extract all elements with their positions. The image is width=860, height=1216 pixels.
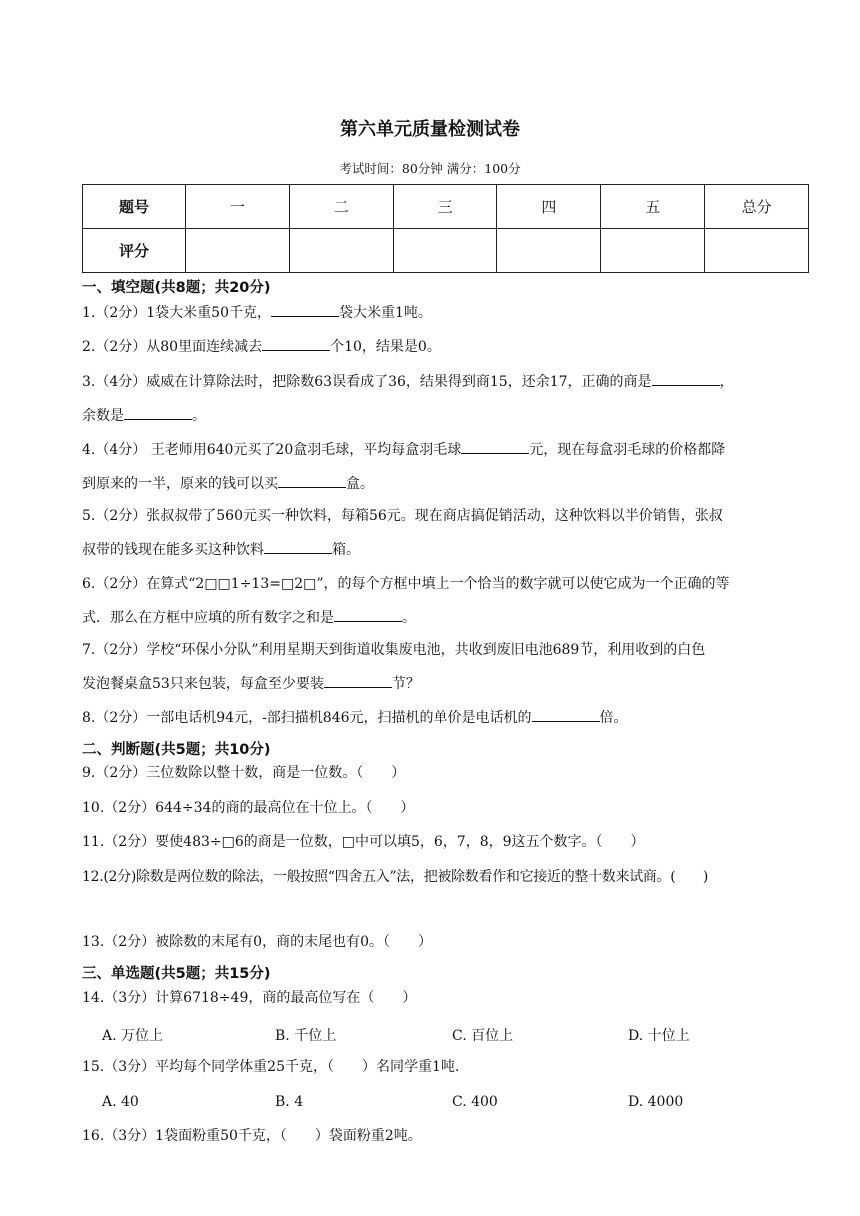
score-table — [82, 184, 809, 273]
question-text: 。 — [402, 610, 416, 626]
option-c[interactable]: C. 百位上 — [452, 1028, 514, 1044]
score-cell[interactable] — [393, 229, 497, 273]
section-heading-single-choice: 三、单选题(共5题；共15分) — [82, 966, 271, 982]
header-cell: 五 — [601, 185, 705, 229]
score-cell[interactable] — [289, 229, 393, 273]
header-cell: 题号 — [83, 185, 186, 229]
score-table-header-row — [83, 185, 809, 229]
header-cell: 二 — [289, 185, 393, 229]
answer-blank[interactable] — [334, 607, 402, 622]
question-6 — [82, 567, 817, 635]
question-11: 11.（2分）要使483÷□6的商是一位数，□中可以填5，6，7，8，9这五个数字。（ ） — [82, 834, 645, 850]
question-text: 6.（2分）在算式“2□□1÷13=□2□”，的每个方框中填上一个恰当的数字就可以使它成为一个正确的等 — [82, 576, 730, 592]
question-7 — [82, 633, 817, 701]
question-text: 2.（2分）从80里面连续减去 — [82, 339, 263, 355]
option-d[interactable]: D. 4000 — [628, 1094, 684, 1110]
question-3 — [82, 365, 817, 433]
question-text: 个10，结果是0。 — [330, 339, 441, 355]
option-d[interactable]: D. 十位上 — [628, 1028, 690, 1044]
answer-blank[interactable] — [532, 707, 600, 722]
score-table-score-row — [83, 229, 809, 273]
question-9: 9.（2分）三位数除以整十数，商是一位数。（ ） — [82, 765, 406, 781]
question-text: 7.（2分）学校“环保小分队”利用星期天到街道收集废电池，共收到废旧电池689节，利用收到的白色 — [82, 642, 706, 658]
answer-blank[interactable] — [271, 302, 339, 317]
question-14: 14.（3分）计算6718÷49，商的最高位写在（ ） — [82, 990, 417, 1006]
question-text: 4.（4分） 王老师用640元买了20盒羽毛球，平均每盒羽毛球 — [82, 442, 462, 458]
question-8 — [82, 701, 817, 735]
question-5 — [82, 499, 817, 567]
score-cell[interactable] — [705, 229, 809, 273]
question-text: 元，现在每盒羽毛球的价格都降 — [529, 442, 726, 458]
option-b[interactable]: B. 千位上 — [275, 1028, 337, 1044]
section-heading-true-false: 二、判断题(共5题；共10分) — [82, 742, 271, 758]
question-text: 盒。 — [346, 476, 374, 492]
question-4 — [82, 433, 817, 501]
answer-blank[interactable] — [652, 371, 720, 386]
question-text: 。 — [192, 408, 206, 424]
question-16: 16.（3分）1袋面粉重50千克，（ ）袋面粉重2吨。 — [82, 1128, 422, 1144]
header-cell: 总分 — [705, 185, 809, 229]
score-cell[interactable] — [601, 229, 705, 273]
answer-blank[interactable] — [324, 673, 392, 688]
answer-blank[interactable] — [278, 473, 346, 488]
option-c[interactable]: C. 400 — [452, 1094, 498, 1110]
header-cell: 三 — [393, 185, 497, 229]
question-text: 倍。 — [599, 710, 628, 726]
section-heading-fill-blank: 一、填空题(共8题；共20分) — [82, 280, 271, 296]
option-a[interactable]: A. 40 — [102, 1094, 139, 1110]
question-text: 发泡餐桌盒53只来包装，每盒至少要装 — [82, 676, 324, 692]
answer-blank[interactable] — [262, 336, 330, 351]
header-cell: 四 — [497, 185, 601, 229]
question-text: 箱。 — [332, 542, 360, 558]
question-text: 叔带的钱现在能多买这种饮料 — [82, 542, 264, 558]
answer-blank[interactable] — [461, 439, 529, 454]
question-text: 5.（2分）张叔叔带了560元买一种饮料，每箱56元。现在商店搞促销活动，这种饮料以半价销售，张叔 — [82, 508, 723, 524]
question-text: 8.（2分）一部电话机94元，-部扫描机846元，扫描机的单价是电话机的 — [82, 710, 532, 726]
question-13: 13.（2分）被除数的末尾有0，商的末尾也有0。（ ） — [82, 934, 432, 950]
header-cell: 一 — [186, 185, 290, 229]
exam-info: 考试时间：80分钟 满分：100分 — [339, 161, 521, 176]
question-1 — [82, 296, 817, 330]
question-text: 到原来的一半，原来的钱可以买 — [82, 476, 278, 492]
score-row-label: 评分 — [83, 229, 186, 273]
answer-blank[interactable] — [264, 539, 332, 554]
question-text: 余数是 — [82, 408, 124, 424]
score-cell[interactable] — [186, 229, 290, 273]
question-text: 节？ — [391, 676, 420, 692]
question-2 — [82, 330, 817, 364]
page-title: 第六单元质量检测试卷 — [340, 119, 520, 140]
question-15: 15.（3分）平均每个同学体重25千克，（ ）名同学重1吨. — [82, 1059, 460, 1075]
score-cell[interactable] — [497, 229, 601, 273]
question-text: ， — [719, 374, 734, 390]
question-text: 式．那么在方框中应填的所有数字之和是 — [82, 610, 334, 626]
question-text: 1.（2分）1袋大米重50千克， — [82, 305, 271, 321]
question-text: 袋大米重1吨。 — [339, 305, 432, 321]
option-a[interactable]: A. 万位上 — [102, 1028, 164, 1044]
question-10: 10.（2分）644÷34的商的最高位在十位上。（ ） — [82, 800, 415, 816]
question-text: 3.（4分）威威在计算除法时，把除数63误看成了36，结果得到商15，还余17，正确的商是 — [82, 374, 652, 390]
option-b[interactable]: B. 4 — [275, 1094, 304, 1110]
question-12: 12.(2分)除数是两位数的除法，一般按照“四舍五入”法，把被除数看作和它接近的整十数来试商。( ) — [82, 869, 709, 885]
answer-blank[interactable] — [124, 405, 192, 420]
